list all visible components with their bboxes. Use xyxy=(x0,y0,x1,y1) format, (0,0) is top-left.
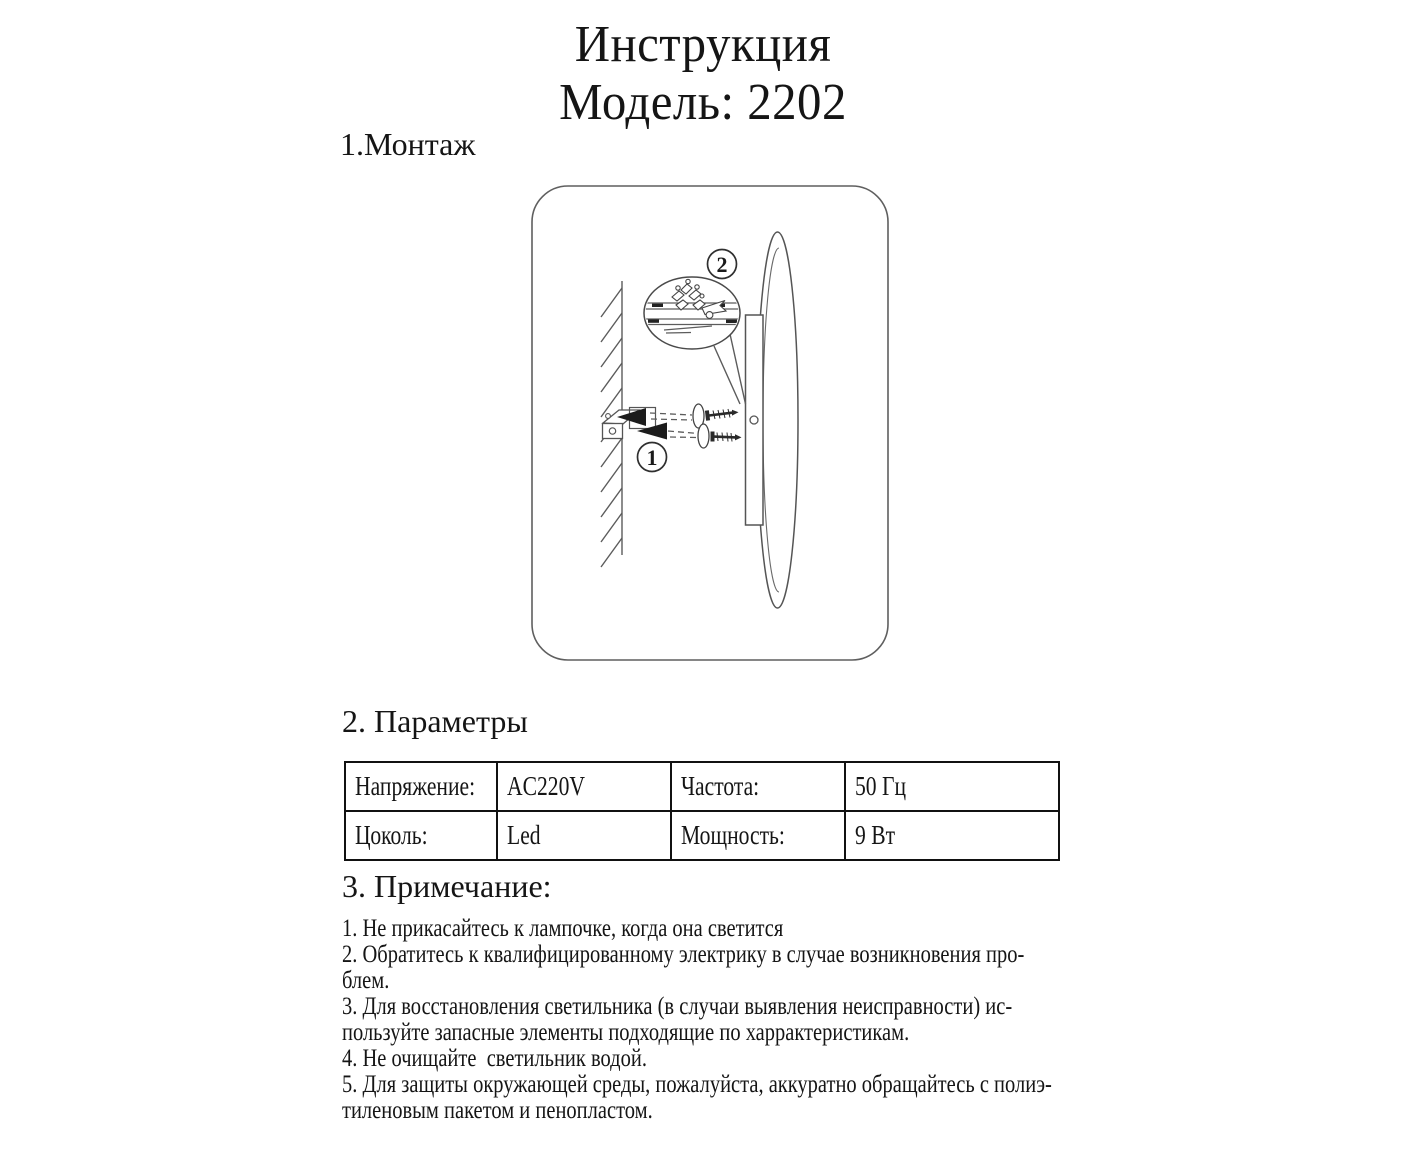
note-line: 1. Не прикасайтесь к лампочке, когда она светится xyxy=(342,915,784,942)
frequency-label-cell xyxy=(671,762,845,811)
table-row xyxy=(345,811,1059,860)
callout-1-number: 1 xyxy=(646,445,658,470)
notes-block xyxy=(342,916,1208,1124)
frequency-label: Частота: xyxy=(681,771,760,801)
socket-label: Цоколь: xyxy=(355,820,428,850)
mounting-diagram xyxy=(530,184,890,662)
socket-value: Led xyxy=(507,820,541,850)
note-line: 4. Не очищайте светильник водой. xyxy=(342,1045,647,1072)
note-line: 5. Для защиты окружающей среды, пожалуйста, аккуратно обращайтесь с полиэ- xyxy=(342,1071,1052,1098)
power-value: 9 Вт xyxy=(855,820,896,850)
note-line: 3. Для восстановления светильника (в случаи выявления неисправности) ис- xyxy=(342,993,1013,1020)
note-line: 2. Обратитесь к квалифицированному электрику в случае возникновения про- xyxy=(342,941,1025,968)
page-title: Инструкция xyxy=(574,16,832,73)
note-line: блем. xyxy=(342,967,390,994)
voltage-value: AC220V xyxy=(507,771,586,801)
backplate-screw-hole xyxy=(750,416,758,424)
frequency-value-cell xyxy=(845,762,1059,811)
parameters-table xyxy=(344,761,1060,861)
socket-value-cell xyxy=(497,811,671,860)
frequency-value: 50 Гц xyxy=(855,771,907,801)
document-header xyxy=(42,16,1364,132)
power-value-cell xyxy=(845,811,1059,860)
note-line: тиленовым пакетом и пенопластом. xyxy=(342,1097,653,1124)
note-line: пользуйте запасные элементы подходящие по харрактеристикам. xyxy=(342,1019,910,1046)
power-label-cell xyxy=(671,811,845,860)
section-params-heading: 2. Параметры xyxy=(342,703,528,739)
voltage-label: Напряжение: xyxy=(355,771,476,801)
socket-label-cell xyxy=(345,811,497,860)
voltage-value-cell xyxy=(497,762,671,811)
voltage-label-cell xyxy=(345,762,497,811)
callout-1-badge xyxy=(638,443,667,472)
power-label: Мощность: xyxy=(681,820,785,850)
callout-2-number: 2 xyxy=(716,252,728,277)
section-montage-heading: 1.Монтаж xyxy=(340,126,476,162)
table-row xyxy=(345,762,1059,811)
callout-2-badge xyxy=(708,250,737,279)
model-subtitle: Модель: 2202 xyxy=(559,74,847,131)
section-notes-heading: 3. Примечание: xyxy=(342,868,552,904)
